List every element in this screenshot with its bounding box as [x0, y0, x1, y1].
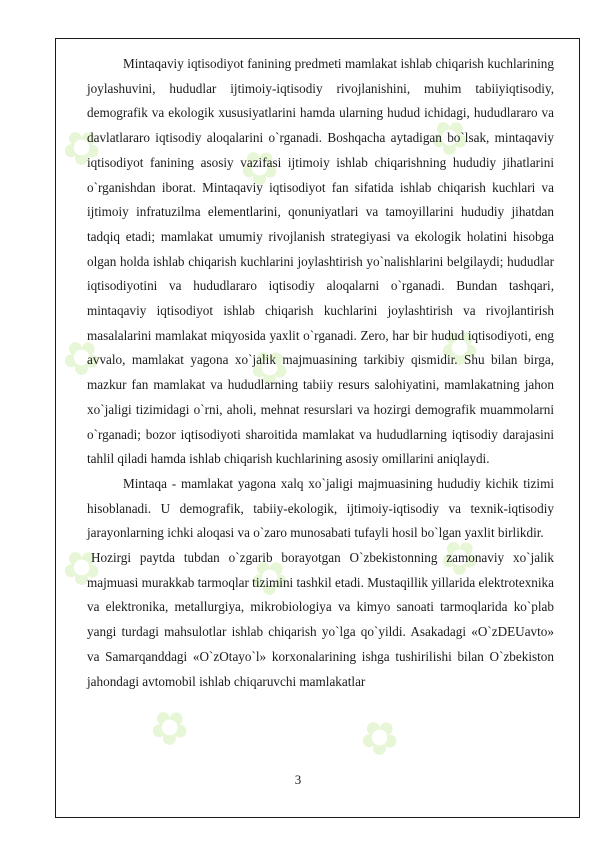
- page-number: 3: [294, 772, 302, 787]
- watermark-logo: ✿: [227, 133, 291, 201]
- watermark-logo: ✿: [427, 313, 491, 381]
- watermark-logo: ✿: [427, 523, 491, 591]
- paragraph: Mintaqaviy iqtisodiyot fanining predmeti mamlakat ishlab chiqarish kuchlarining joylashuvini, hududlar ijtimoiy-iqtisodiy rivojlanishini, muhim tabiiyiqtisodiy, demografik va ekologik xususiyatlarini hamda ularning hudud ichidagi, hududlararo va davlatlararo iqtisodiy aloqalarini o`rganadi. Boshqacha aytadigan bo`lsak, mintaqaviy iqtisodiyot fanining asosiy vazifasi ijtimoiy ishlab chiqarishning hududiy jihatlarini o`rganishdan iborat. Mintaqaviy iqtisodiyot fan sifatida ishlab chiqarish kuchlari va ijtimoiy infratuzilma elementlarini, qonuniyatlari va tamoyillarini hududiy jihatdan tadqiq etadi; mamlakat umumiy rivojlanish strategiyasi va ekologik holatini hisobga olgan holda ishlab chiqarish kuchlarini joylashtirish yo`nalishlarini belgilaydi; hududlar iqtisodiyotini va hududlararo iqtisodiy aloqalarni o`rganadi. Bundan tashqari, mintaqaviy iqtisodiyot ishlab chiqarish kuchlarini joylashtirish va rivojlantirish masalalarini mamlakat miqyosida yaxlit o`rganadi. Zero, har bir hudud iqtisodiyoti, eng avvalo, mamlakat yagona xo`jalik majmuasining tarkibiy qismidir. Shu bilan birga, mazkur fan mamlakat va hududlarning tabiiy resurs salohiyatini, mamlakatning jahon xo`jaligi tizimidagi o`rni, aholi, mehnat resurslari va hozirgi demografik muammolarni o`rganadi; bozor iqtisodiyoti sharoitida mamlakat va hududlarning iqtisodiy darajasini tahlil qiladi hamda ishlab chiqarish kuchlarining asosiy omillarini aniqlaydi.: [87, 56, 554, 467]
- watermark-logo: ✿: [49, 323, 113, 391]
- watermark-logo: ✿: [237, 543, 301, 611]
- watermark-logo: ✿: [347, 703, 411, 771]
- paragraph: Hozirgi paytda tubdan o`zgarib borayotgan O`zbekistonning zamonaviy xo`jalik majmuasi murakkab tarmoqlar tizimini tashkil etadi. Mustaqillik yillarida elektrotexnika va elektronika, metallurgiya, mikrobiologiya va kimyo sanoati tarmoqlarida ko`plab yangi turdagi mahsulotlar ishlab chiqarish yo`lga qo`yildi. Asakadagi «O`zDEUavto» va Samarqanddagi «O`zOtayo`l» korxonalarining ishga tushirilishi bilan O`zbekiston jahondagi avtomobil ishlab chiqaruvchi mamlakatlar: [87, 550, 554, 689]
- body-text: [87, 52, 554, 694]
- watermark-logo: ✿: [137, 693, 201, 761]
- watermark-logo: ✿: [49, 113, 113, 181]
- watermark-logo: ✿: [417, 103, 481, 171]
- watermark-logo: ✿: [237, 333, 301, 401]
- watermark-logo: ✿: [49, 533, 113, 601]
- paragraph: Mintaqa - mamlakat yagona xalq xo`jaligi majmuasining hududiy kichik tizimi hisoblanadi. U demografik, tabiiy-ekologik, ijtimoiy-iqtisodiy va texnik-iqtisodiy jarayonlarning ichki aloqasi va o`zaro munosabati tufayli hosil bo`lgan yaxlit birlikdir.: [87, 475, 554, 541]
